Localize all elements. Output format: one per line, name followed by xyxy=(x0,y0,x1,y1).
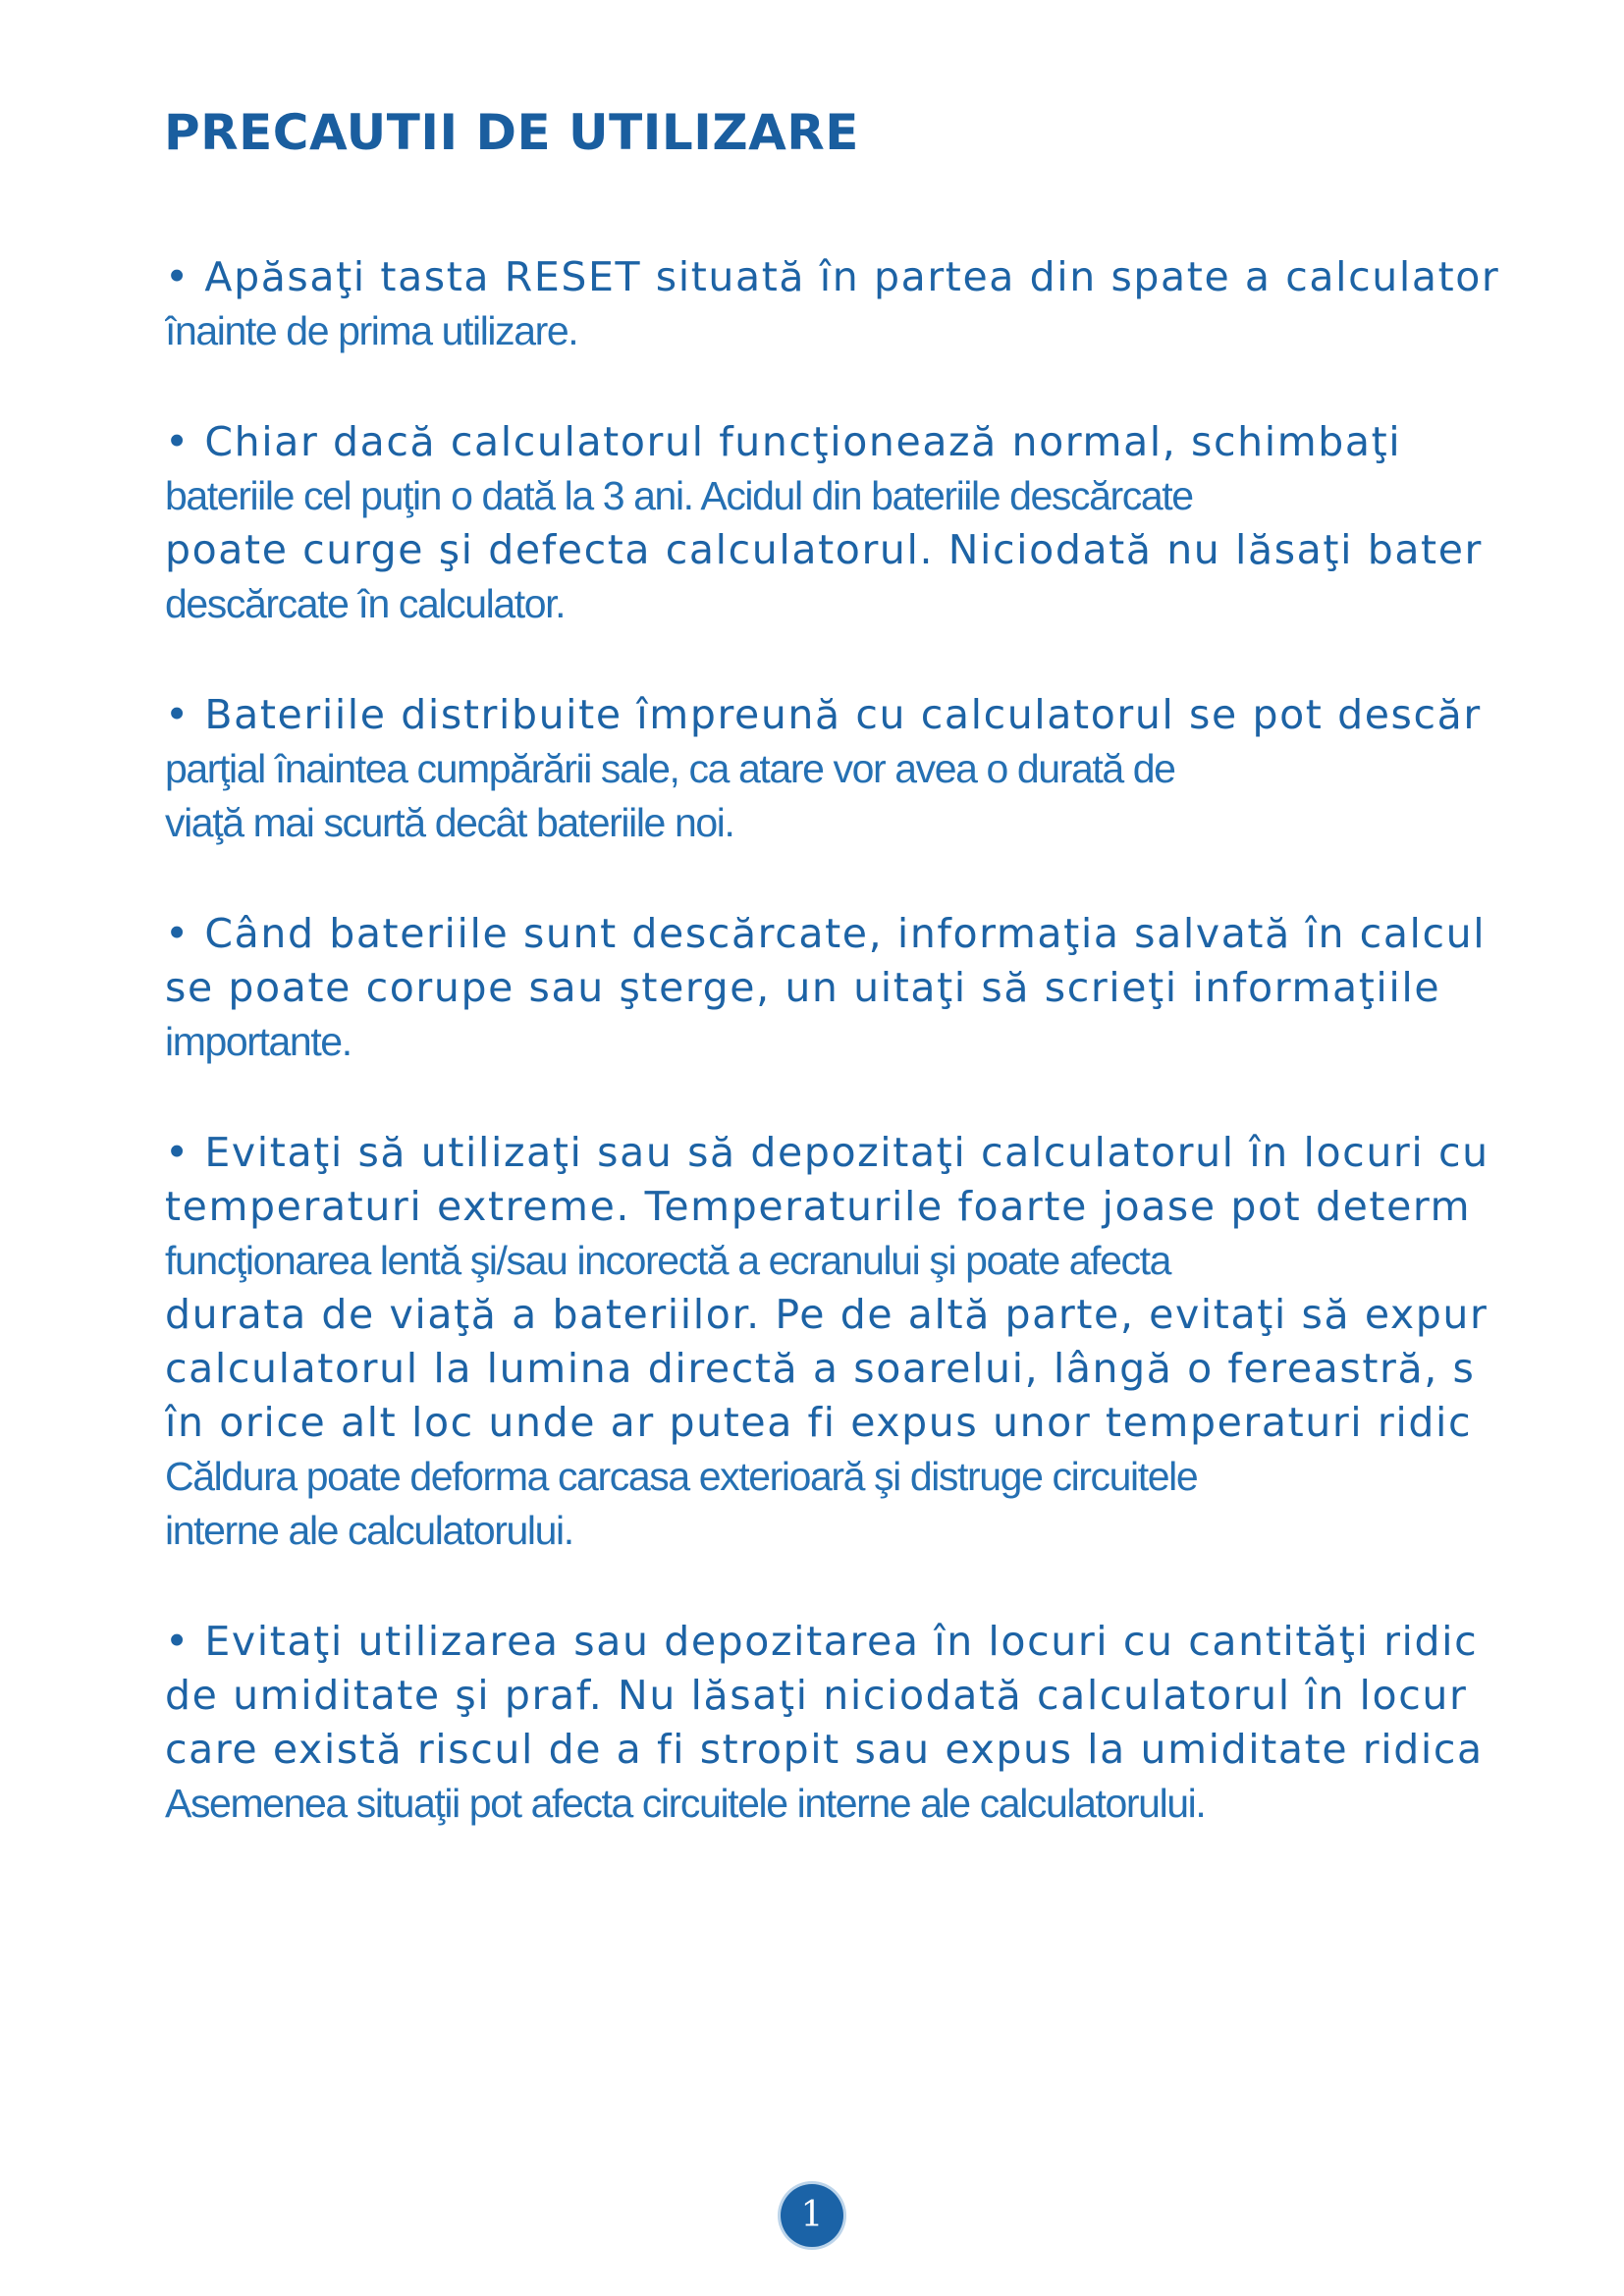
precaution-item xyxy=(165,907,1524,1069)
text-line: • Când bateriile sunt descărcate, informaţia salvată în calcul xyxy=(165,910,1487,957)
text-line: • Bateriile distribuite împreună cu calculatorul se pot descăr xyxy=(165,691,1482,738)
text-line: bateriile cel puţin o dată la 3 ani. Acidul din bateriile descărcate xyxy=(165,473,1193,518)
page-title: PRECAUTII DE UTILIZARE xyxy=(164,104,859,161)
precaution-item xyxy=(165,415,1524,631)
page-number-badge: 1 xyxy=(781,2184,843,2247)
text-line: în orice alt loc unde ar putea fi expus unor temperaturi ridic xyxy=(165,1399,1473,1446)
text-line: • Chiar dacă calculatorul funcţionează normal, schimbaţi xyxy=(165,418,1402,465)
text-line: înainte de prima utilizare. xyxy=(165,308,578,353)
precaution-item xyxy=(165,250,1524,358)
text-line: funcţionarea lentă şi/sau incorectă a ecranului şi poate afecta xyxy=(165,1238,1171,1283)
text-line: interne ale calculatorului. xyxy=(165,1508,573,1553)
text-line: parţial înaintea cumpărării sale, ca atare vor avea o durată de xyxy=(165,746,1175,791)
precautions-list xyxy=(165,250,1524,1888)
text-line: Asemenea situaţii pot afecta circuitele interne ale calculatorului. xyxy=(165,1781,1206,1826)
text-line: se poate corupe sau şterge, un uitaţi să scrieţi informaţiile xyxy=(165,964,1441,1011)
text-line: • Apăsaţi tasta RESET situată în partea din spate a calculator xyxy=(165,253,1500,300)
text-line: viaţă mai scurtă decât bateriile noi. xyxy=(165,800,734,845)
text-line: • Evitaţi să utilizaţi sau să depozitaţi calculatorul în locuri cu xyxy=(165,1129,1489,1176)
text-line: descărcate în calculator. xyxy=(165,581,566,626)
text-line: durata de viaţă a bateriilor. Pe de altă parte, evitaţi să expur xyxy=(165,1291,1489,1338)
text-line: poate curge şi defecta calculatorul. Niciodată nu lăsaţi bater xyxy=(165,526,1484,573)
precaution-item xyxy=(165,1615,1524,1831)
text-line: • Evitaţi utilizarea sau depozitarea în locuri cu cantităţi ridic xyxy=(165,1618,1479,1665)
text-line: calculatorul la lumina directă a soarelui, lângă o fereastră, s xyxy=(165,1345,1476,1392)
text-line: Căldura poate deforma carcasa exterioară şi distruge circuitele xyxy=(165,1454,1198,1499)
precaution-item xyxy=(165,1126,1524,1558)
text-line: de umiditate şi praf. Nu lăsaţi niciodată calculatorul în locur xyxy=(165,1672,1468,1719)
text-line: care există riscul de a fi stropit sau expus la umiditate ridica xyxy=(165,1726,1484,1773)
precaution-item xyxy=(165,688,1524,850)
text-line: importante. xyxy=(165,1019,352,1064)
text-line: temperaturi extreme. Temperaturile foarte joase pot determ xyxy=(165,1183,1472,1230)
